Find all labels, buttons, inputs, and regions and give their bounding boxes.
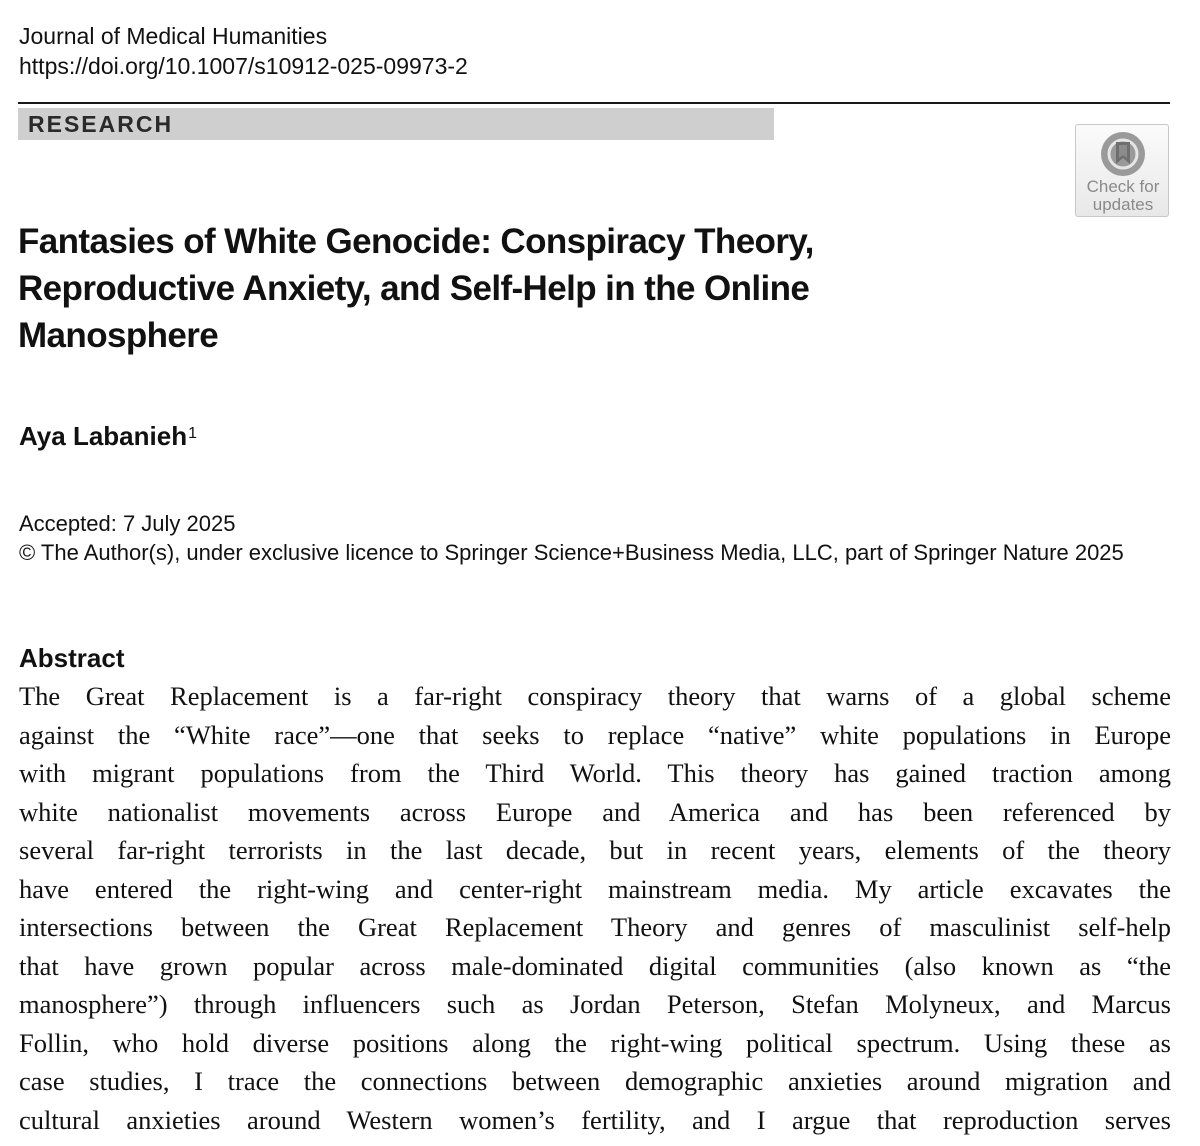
check-for-updates-label <box>1076 178 1170 214</box>
journal-name: Journal of Medical Humanities <box>19 23 328 49</box>
abstract-body <box>19 677 1171 1139</box>
abstract-heading: Abstract <box>19 643 125 673</box>
accepted-date: Accepted: 7 July 2025 <box>19 511 236 536</box>
check-for-updates-button[interactable] <box>1075 124 1169 217</box>
section-label: RESEARCH <box>28 111 174 137</box>
header-divider <box>18 102 1170 104</box>
section-bar <box>18 108 774 140</box>
abstract-line: intersections between the Great Replacement Theory and genres of masculinist self-help <box>19 912 1171 942</box>
abstract-line: case studies, I trace the connections between demographic anxieties around migration and <box>19 1066 1171 1096</box>
abstract-line: with migrant populations from the Third World. This theory has gained traction among <box>19 758 1171 788</box>
article-title: Fantasies of White Genocide: Conspiracy Theory, Reproductive Anxiety, and Self-Help in the Online Manosphere <box>18 222 814 355</box>
abstract-line: white nationalist movements across Europe and America and has been referenced by <box>19 796 1171 827</box>
badge-line-2: updates <box>1092 195 1154 214</box>
abstract-line: have entered the right-wing and center-right mainstream media. My article excavates the <box>19 873 1171 904</box>
abstract-line: cultural anxieties around Western women’s fertility, and I argue that reproduction serves <box>19 1104 1171 1135</box>
affiliation-mark[interactable]: 1 <box>188 425 197 442</box>
doi-link[interactable]: https://doi.org/10.1007/s10912-025-09973-2 <box>19 53 468 79</box>
abstract-line: The Great Replacement is a far-right conspiracy theory that warns of a global scheme <box>19 681 1171 711</box>
author-name[interactable]: Aya Labanieh <box>19 421 188 451</box>
abstract-line: that have grown popular across male-dominated digital communities (also known as “the <box>19 950 1171 981</box>
badge-line-1: Check for <box>1086 177 1160 196</box>
author-line <box>19 420 197 452</box>
abstract-line: several far-right terrorists in the last decade, but in recent years, elements of the theory <box>19 835 1171 865</box>
check-for-updates-icon <box>1099 130 1147 178</box>
abstract-line: against the “White race”—one that seeks to replace “native” white populations in Europe <box>19 719 1171 750</box>
copyright-notice: © The Author(s), under exclusive licence to Springer Science+Business Media, LLC, part of Springer Nature 2025 <box>19 540 1124 565</box>
abstract-line: Follin, who hold diverse positions along the right-wing political spectrum. Using these as <box>19 1027 1171 1058</box>
abstract-line: manosphere”) through influencers such as Jordan Peterson, Stefan Molyneux, and Marcus <box>19 989 1171 1019</box>
